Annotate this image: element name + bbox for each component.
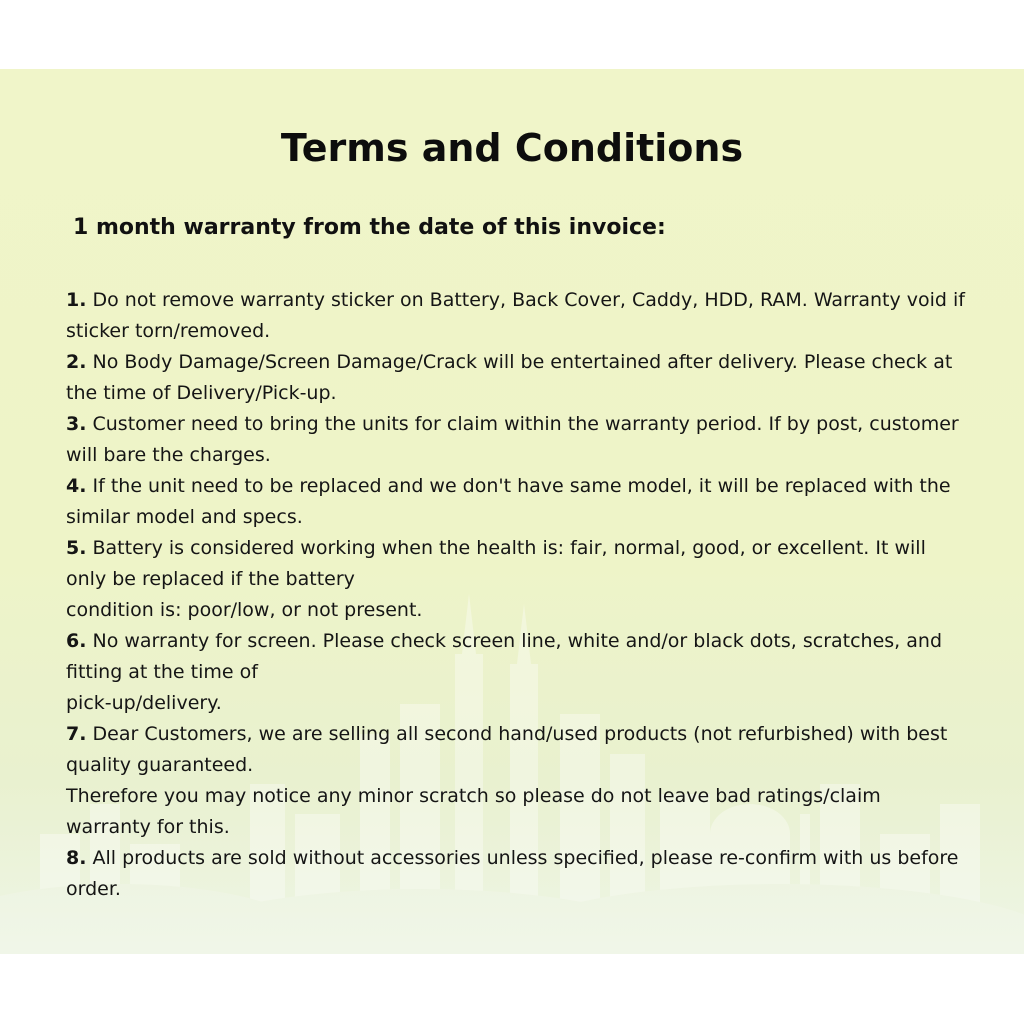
terms-list xyxy=(66,285,966,905)
term-text: If the unit need to be replaced and we don't have same model, it will be replaced with the similar model and specs. xyxy=(66,475,951,528)
term-item-4 xyxy=(66,471,966,533)
term-number: 6. xyxy=(66,630,87,652)
term-text: Customer need to bring the units for claim within the warranty period. If by post, customer will bare the charges. xyxy=(66,413,959,466)
term-text: Battery is considered working when the health is: fair, normal, good, or excellent. It will only be replaced if the battery xyxy=(66,537,926,590)
term-text: All products are sold without accessories unless specified, please re-confirm with us before order. xyxy=(66,847,959,900)
page-title: Terms and Conditions xyxy=(280,126,744,170)
term-text: Do not remove warranty sticker on Battery, Back Cover, Caddy, HDD, RAM. Warranty void if sticker torn/removed. xyxy=(66,289,965,342)
term-text: No Body Damage/Screen Damage/Crack will be entertained after delivery. Please check at the time of Delivery/Pick-up. xyxy=(66,351,953,404)
term-number: 4. xyxy=(66,475,87,497)
term-number: 1. xyxy=(66,289,87,311)
term-item-7 xyxy=(66,719,966,781)
term-number: 2. xyxy=(66,351,87,373)
term-item-5 xyxy=(66,533,966,595)
term-item-3 xyxy=(66,409,966,471)
terms-panel xyxy=(0,69,1024,954)
term-item-2 xyxy=(66,347,966,409)
term-item-6-continued: pick-up/delivery. xyxy=(66,692,222,714)
term-item-1 xyxy=(66,285,966,347)
term-item-5-continued: condition is: poor/low, or not present. xyxy=(66,599,423,621)
term-item-6 xyxy=(66,626,966,688)
term-number: 5. xyxy=(66,537,87,559)
term-item-8 xyxy=(66,843,966,905)
term-item-7-continued: Therefore you may notice any minor scratch so please do not leave bad ratings/claim warranty for this. xyxy=(66,785,881,838)
term-number: 7. xyxy=(66,723,87,745)
term-text: Dear Customers, we are selling all second hand/used products (not refurbished) with best quality guaranteed. xyxy=(66,723,948,776)
term-number: 8. xyxy=(66,847,87,869)
term-text: No warranty for screen. Please check screen line, white and/or black dots, scratches, and fitting at the time of xyxy=(66,630,942,683)
term-number: 3. xyxy=(66,413,87,435)
warranty-subtitle: 1 month warranty from the date of this invoice: xyxy=(73,215,666,240)
